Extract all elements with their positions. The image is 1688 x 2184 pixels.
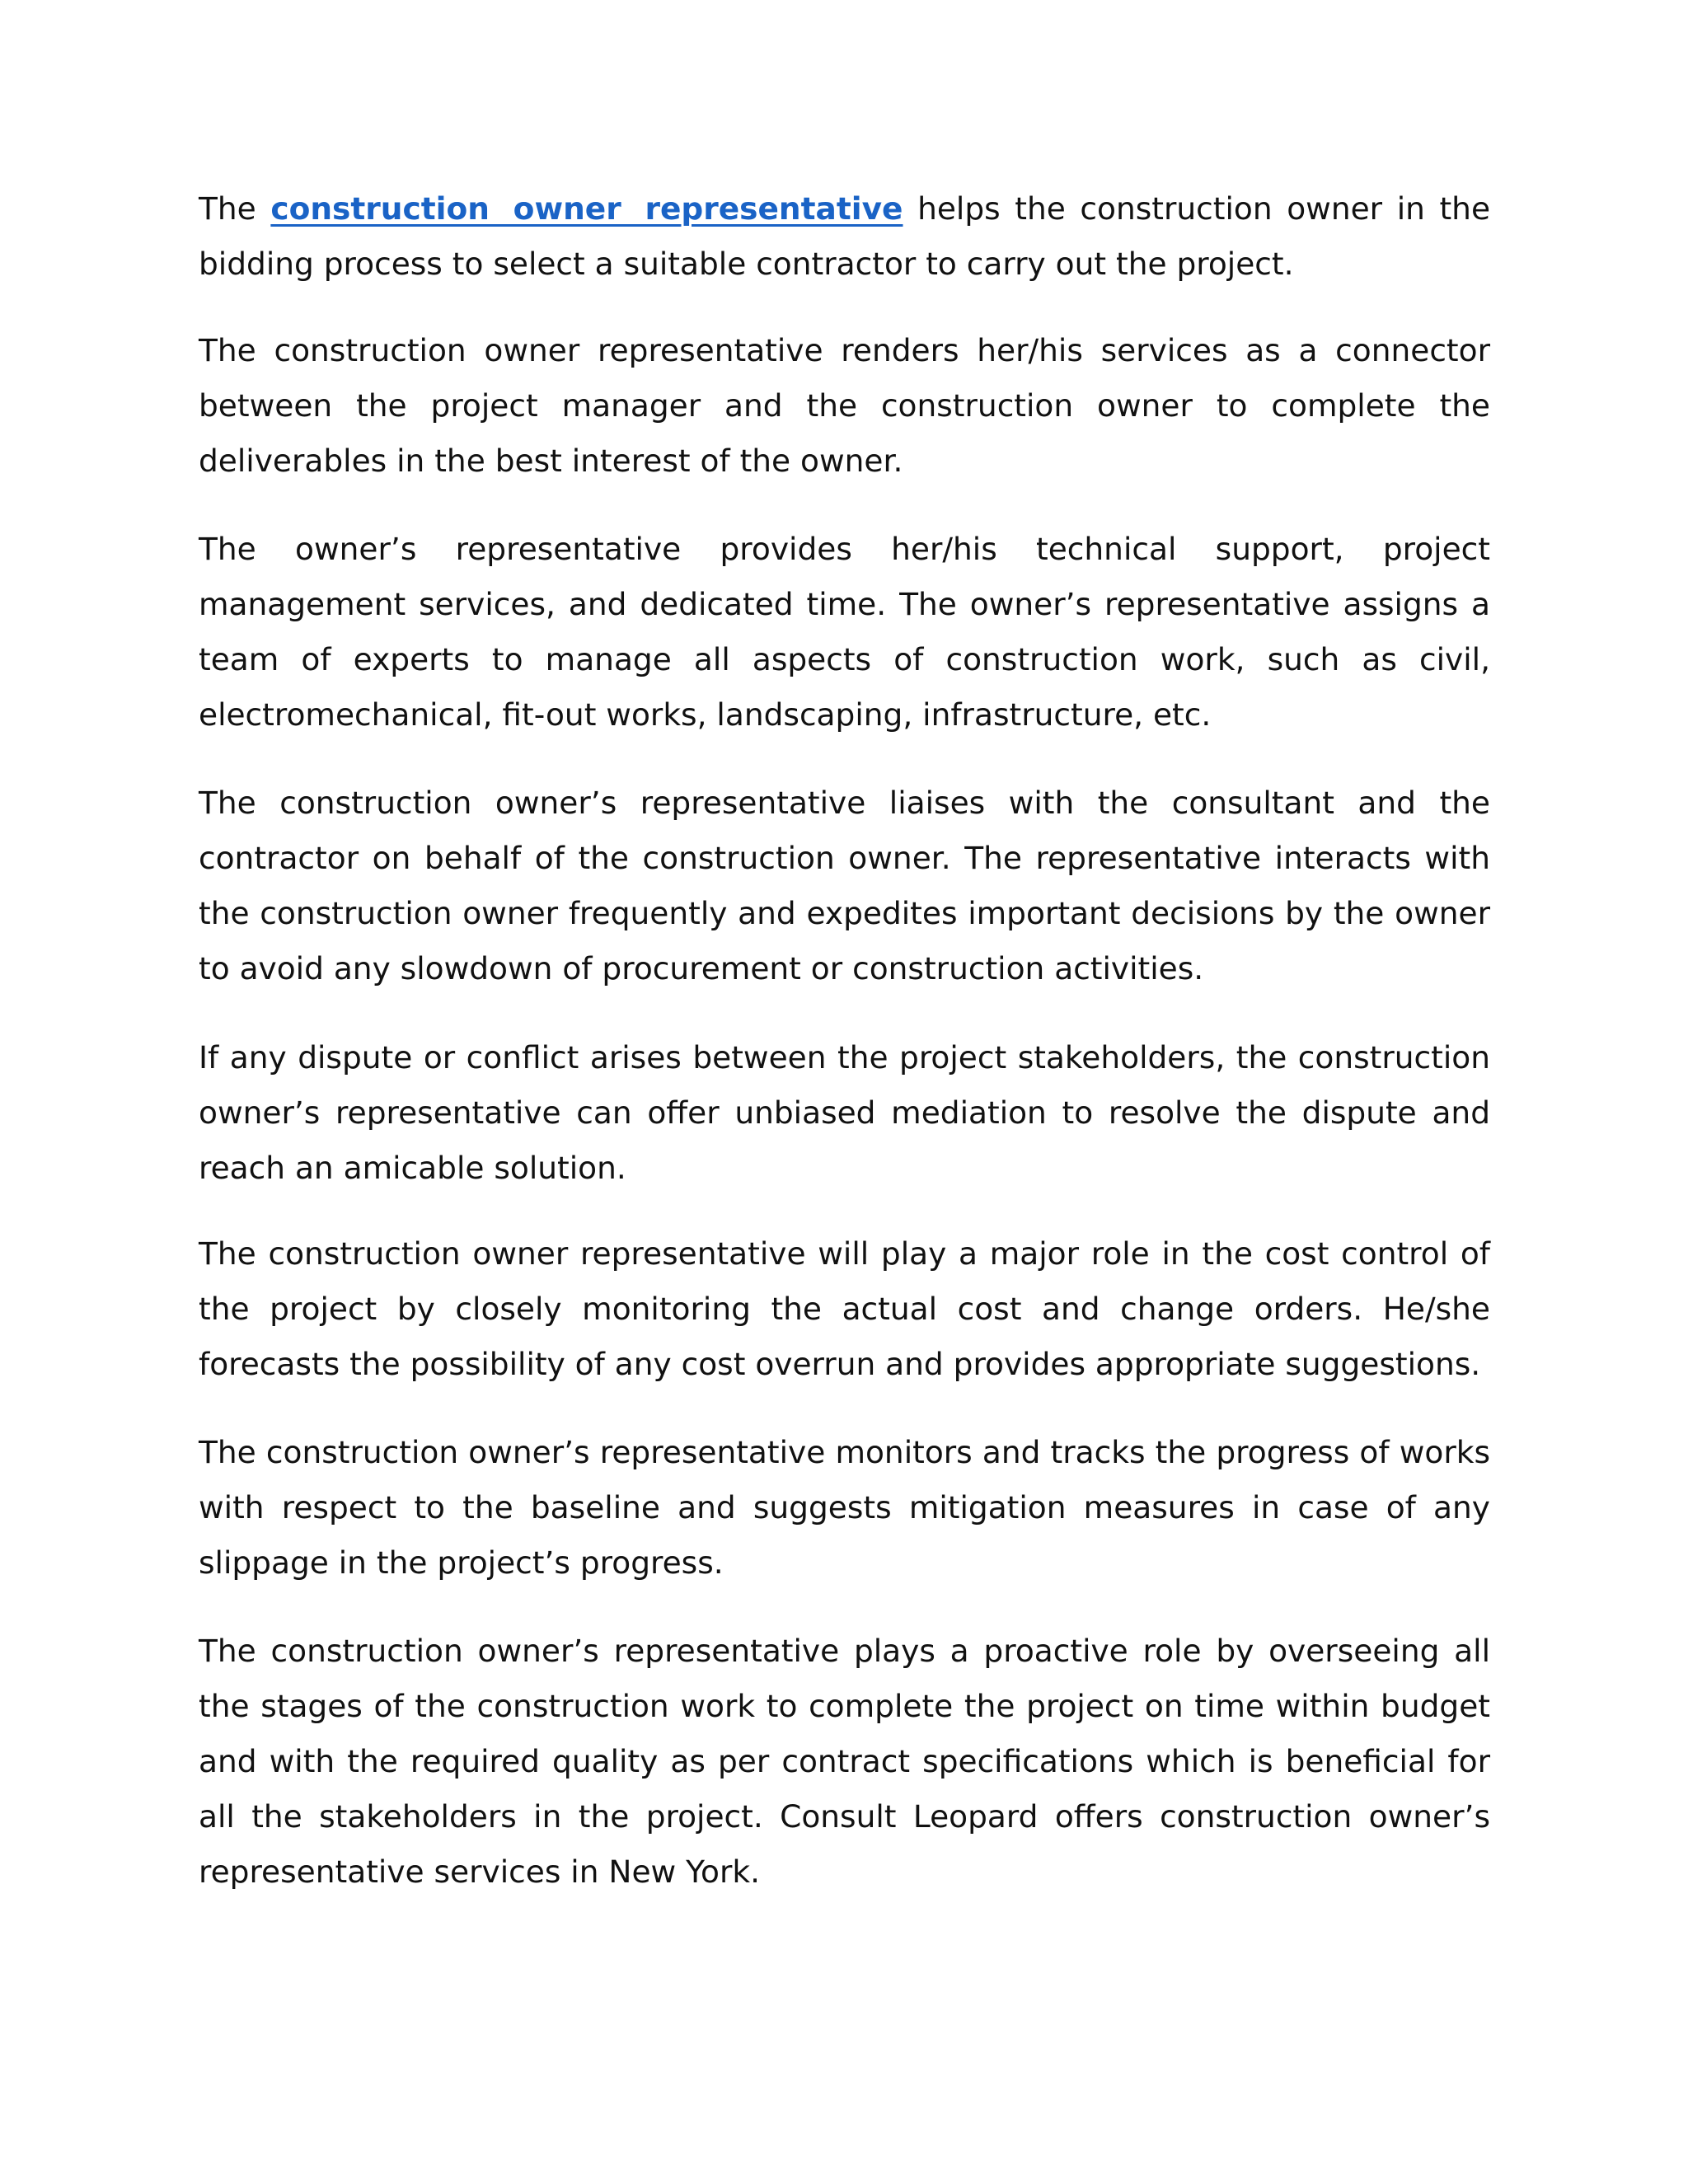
- paragraph-4: The construction owner’s representative liaises with the consultant and the contractor on behalf of the construction owner. The representative interacts with the construction owner frequently and expedites important decisions by the owner to avoid any slowdown of procurement or construction activities.: [199, 785, 1490, 987]
- paragraph-1-prefix: The: [199, 190, 256, 227]
- paragraph-1: [199, 181, 1490, 292]
- paragraph-2: The construction owner representative renders her/his services as a connector between the project manager and the construction owner to complete the deliverables in the best interest of the owner.: [199, 332, 1490, 479]
- document-body: [199, 181, 1490, 1933]
- paragraph-7: The construction owner’s representative monitors and tracks the progress of works with respect to the baseline and suggests mitigation measures in case of any slippage in the project’s progress.: [199, 1434, 1490, 1581]
- construction-owner-representative-link[interactable]: construction owner representative: [270, 190, 903, 227]
- paragraph-1-suffix: helps the construction owner in the bidding process to select a suitable contractor to carry out the project.: [199, 190, 1491, 282]
- paragraph-8: The construction owner’s representative plays a proactive role by overseeing all the stages of the construction work to complete the project on time within budget and with the required quality as per contract specifications which is beneficial for all the stakeholders in the project. Consult Leopard offers construction owner’s representative services in New York.: [199, 1633, 1490, 1890]
- paragraph-5: If any dispute or conflict arises between the project stakeholders, the construction owner’s representative can offer unbiased mediation to resolve the dispute and reach an amicable solution.: [199, 1039, 1490, 1186]
- paragraph-3: The owner’s representative provides her/his technical support, project management services, and dedicated time. The owner’s representative assigns a team of experts to manage all aspects of construction work, such as civil, electromechanical, fit-out works, landscaping, infrastructure, etc.: [199, 531, 1490, 733]
- paragraph-6: The construction owner representative will play a major role in the cost control of the project by closely monitoring the actual cost and change orders. He/she forecasts the possibility of any cost overrun and provides appropriate suggestions.: [199, 1235, 1490, 1382]
